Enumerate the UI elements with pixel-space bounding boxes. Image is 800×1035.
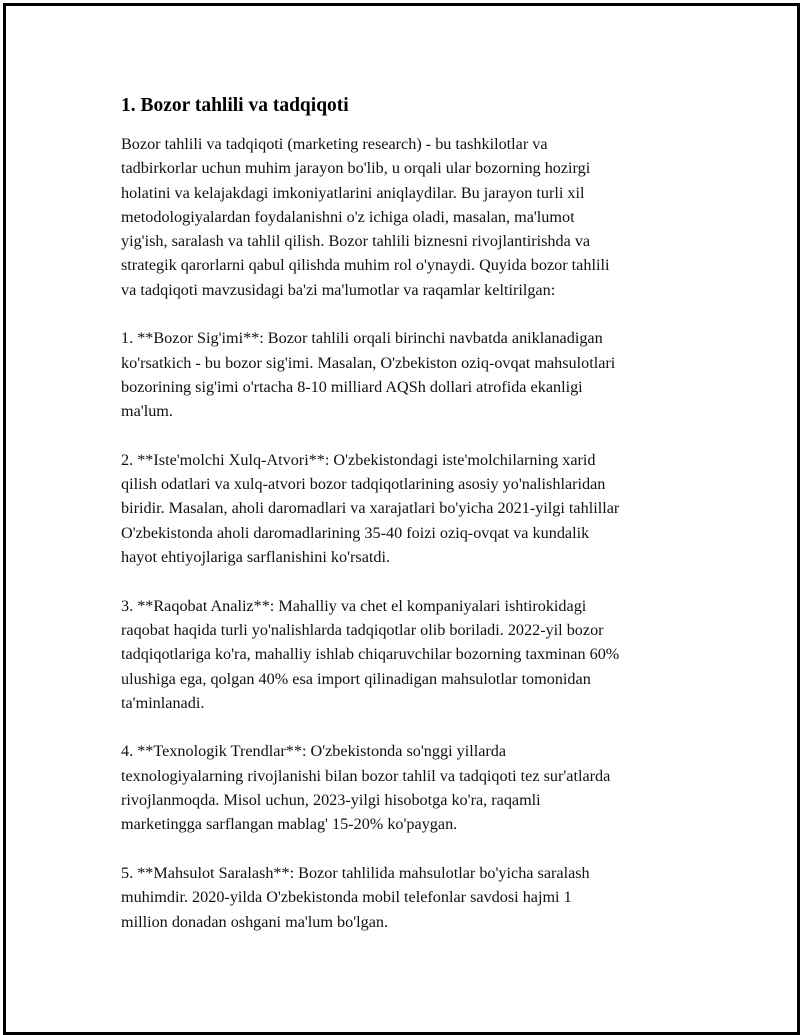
paragraph-market-capacity: 1. **Bozor Sig'imi**: Bozor tahlili orqali birinchi navbatda aniklanadigan ko'rsatkich - bu bozor sig'imi. Masalan, O'zbekiston oziq-ovqat mahsulotlari bozorining sig'imi o'rtacha 8-10 milliard AQSh dollari atrofida ekanligi ma'lum. [121, 329, 616, 421]
paragraph-consumer-behavior: 2. **Iste'molchi Xulq-Atvori**: O'zbekistondagi iste'molchilarning xarid qilish odatlari va xulq-atvori bozor tadqiqotlarining asosiy yo'nalishlaridan biridir. Masalan, aholi daromadlari va xarajatlari bo'yicha 2021-yilgi tahlillar O'zbekistonda aholi daromadlarining 35-40 foizi oziq-ovqat va kundalik hayot ehtiyojlariga sarflanishini ko'rsatdi. [121, 450, 620, 567]
paragraph-product-sorting: 5. **Mahsulot Saralash**: Bozor tahlilida mahsulotlar bo'yicha saralash muhimdir. 2020-yilda O'zbekistonda mobil telefonlar savdosi hajmi 1 million donadan oshgani ma'lum bo'lgan. [121, 863, 590, 931]
document-page [3, 3, 800, 1035]
document-title: 1. Bozor tahlili va tadqiqoti [121, 95, 349, 116]
document-content [121, 94, 701, 958]
paragraph-technology-trends: 4. **Texnologik Trendlar**: O'zbekistonda so'nggi yillarda texnologiyalarning rivojlanishi bilan bozor tahlil va tadqiqoti tez sur'atlarda rivojlanmoqda. Misol uchun, 2023-yilgi hisobotga ko'ra, raqamli marketingga sarflangan mablag' 15-20% ko'paygan. [121, 742, 611, 834]
intro-paragraph: Bozor tahlili va tadqiqoti (marketing research) - bu tashkilotlar va tadbirkorlar uchun muhim jarayon bo'lib, u orqali ular bozorning hozirgi holatini va kelajakdagi imkoniyatlarini aniqlaydilar. Bu jarayon turli xil metodologiyalardan foydalanishni o'z ichiga oladi, masalan, ma'lumot yig'ish, saralash va tahlil qilish. Bozor tahlili biznesni rivojlantirishda va strategik qarorlarni qabul qilishda muhim rol o'ynaydi. Quyida bozor tahlili va tadqiqoti mavzusidagi ba'zi ma'lumotlar va raqamlar keltirilgan: [121, 135, 610, 299]
paragraph-competition-analysis: 3. **Raqobat Analiz**: Mahalliy va chet el kompaniyalari ishtirokidagi raqobat haqida turli yo'nalishlarda tadqiqotlar olib boriladi. 2022-yil bozor tadqiqotlariga ko'ra, mahalliy ishlab chiqaruvchilar bozorning taxminan 60% ulushiga ega, qolgan 40% esa import qilinadigan mahsulotlar tomonidan ta'minlanadi. [121, 596, 620, 712]
